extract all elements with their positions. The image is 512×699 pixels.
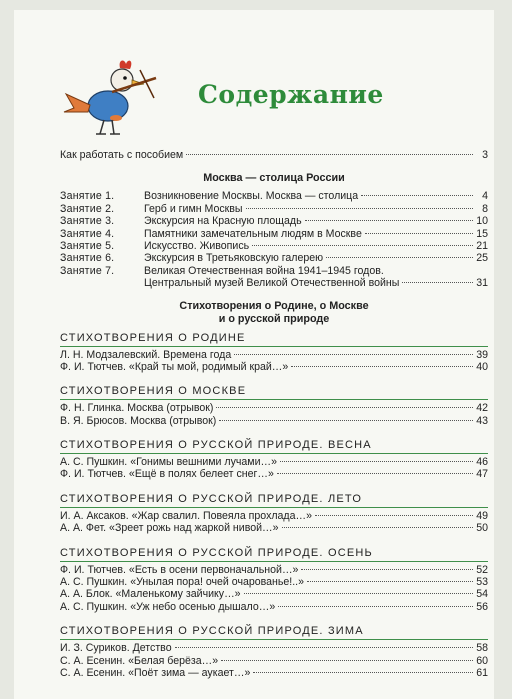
toc-page-number: 15 xyxy=(476,227,488,240)
toc-page-number: 58 xyxy=(476,642,488,655)
lesson-number: Занятие 6. xyxy=(60,252,115,265)
toc-poem-row xyxy=(60,402,488,414)
dot-leader xyxy=(253,672,473,673)
toc-poem-row xyxy=(60,456,488,468)
lesson-number: Занятие 4. xyxy=(60,227,115,240)
toc-page-number: 39 xyxy=(476,348,488,361)
toc-entry-text: Возникновение Москвы. Москва — столица xyxy=(144,190,359,203)
toc-page-number: 8 xyxy=(482,202,488,215)
toc-page-number: 10 xyxy=(476,215,488,228)
bird-violinist-illustration xyxy=(60,50,170,140)
toc-entry-text: А. А. Блок. «Маленькому зайчику…» xyxy=(60,588,241,601)
toc-entry-text: С. А. Есенин. «Белая берёза…» xyxy=(60,654,219,667)
dot-leader xyxy=(326,257,473,258)
toc-poem-row xyxy=(60,361,488,373)
toc-poem-row xyxy=(60,588,488,600)
lesson-number: Занятие 1. xyxy=(60,190,115,203)
lesson-number: Занятие 5. xyxy=(60,239,115,252)
toc-page-number: 61 xyxy=(476,666,488,679)
toc-lesson-row xyxy=(60,240,488,252)
toc-page-number: 25 xyxy=(476,252,488,265)
toc-lesson-row xyxy=(60,215,488,227)
toc-entry-text: Памятники замечательным людям в Москве xyxy=(144,227,362,240)
toc-poem-row xyxy=(60,415,488,427)
toc-page-number: 42 xyxy=(476,402,488,415)
toc-poem-row xyxy=(60,468,488,480)
dot-leader xyxy=(221,660,473,661)
toc-entry-text: Ф. Н. Глинка. Москва (отрывок) xyxy=(60,402,214,415)
toc-page-number: 21 xyxy=(476,239,488,252)
toc-page-number: 4 xyxy=(482,190,488,203)
dot-leader xyxy=(234,354,473,355)
dot-leader xyxy=(278,606,473,607)
toc-entry-text: А. С. Пушкин. «Унылая пора! очей очарованье!..» xyxy=(60,576,305,589)
toc-page-number: 40 xyxy=(476,360,488,373)
toc-entry-text: А. С. Пушкин. «Уж небо осенью дышало…» xyxy=(60,600,276,613)
toc-intro-row xyxy=(60,149,488,161)
toc-page-number: 54 xyxy=(476,588,488,601)
toc-entry-text: Экскурсия в Третьяковскую галерею xyxy=(144,252,324,265)
dot-leader xyxy=(305,220,473,221)
dot-leader xyxy=(291,366,473,367)
category-heading: СТИХОТВОРЕНИЯ О РУССКОЙ ПРИРОДЕ. ВЕСНА xyxy=(60,438,488,454)
toc-lesson-row xyxy=(60,277,488,289)
dot-leader xyxy=(365,233,473,234)
toc-page-number: 56 xyxy=(476,600,488,613)
category-heading: СТИХОТВОРЕНИЯ О МОСКВЕ xyxy=(60,384,488,400)
section-title: Стихотворения о Родине, о Москве xyxy=(179,299,369,312)
toc-page-number: 50 xyxy=(476,522,488,535)
category-heading: СТИХОТВОРЕНИЯ О РУССКОЙ ПРИРОДЕ. ЗИМА xyxy=(60,624,488,640)
dot-leader xyxy=(216,407,473,408)
dot-leader xyxy=(301,569,473,570)
lesson-number: Занятие 2. xyxy=(60,202,115,215)
toc-poem-row xyxy=(60,576,488,588)
dot-leader xyxy=(186,154,473,155)
category-heading: СТИХОТВОРЕНИЯ О РОДИНЕ xyxy=(60,331,488,347)
table-of-contents xyxy=(60,149,488,679)
toc-page-number: 3 xyxy=(482,149,488,161)
toc-entry-text: Л. Н. Модзалевский. Времена года xyxy=(60,348,232,361)
toc-entry-text: А. А. Фет. «Зреет рожь над жаркой нивой…» xyxy=(60,522,279,535)
dot-leader xyxy=(361,195,473,196)
toc-page-number: 53 xyxy=(476,576,488,589)
dot-leader xyxy=(315,515,473,516)
toc-entry-text: Ф. И. Тютчев. «Край ты мой, родимый край…» xyxy=(60,360,289,373)
toc-poem-row xyxy=(60,601,488,613)
dot-leader xyxy=(252,245,473,246)
dot-leader xyxy=(282,527,473,528)
lesson-number: Занятие 3. xyxy=(60,215,115,228)
toc-page-number: 49 xyxy=(476,509,488,522)
toc-entry-text: И. З. Суриков. Детство xyxy=(60,642,172,655)
toc-poem-row xyxy=(60,522,488,534)
toc-lesson-row xyxy=(60,252,488,264)
toc-entry-text: В. Я. Брюсов. Москва (отрывок) xyxy=(60,414,217,427)
toc-page-number: 46 xyxy=(476,456,488,469)
toc-entry-text: Как работать с пособием xyxy=(60,149,184,161)
toc-entry-text: И. А. Аксаков. «Жар свалил. Повеяла прохлада…» xyxy=(60,509,312,522)
toc-poem-row xyxy=(60,667,488,679)
toc-poem-row xyxy=(60,510,488,522)
dot-leader xyxy=(307,581,473,582)
category-heading: СТИХОТВОРЕНИЯ О РУССКОЙ ПРИРОДЕ. ЛЕТО xyxy=(60,492,488,508)
toc-entry-text: Великая Отечественная война 1941–1945 годов. xyxy=(144,264,384,277)
toc-lesson-row xyxy=(60,228,488,240)
toc-poem-row xyxy=(60,655,488,667)
page-title: Содержание xyxy=(198,80,384,109)
toc-entry-text: Центральный музей Великой Отечественной войны xyxy=(144,277,400,290)
toc-entry-text: Экскурсия на Красную площадь xyxy=(144,215,302,228)
toc-lesson-row xyxy=(60,265,488,277)
dot-leader xyxy=(402,282,473,283)
toc-lesson-row xyxy=(60,190,488,202)
toc-entry-text: Ф. И. Тютчев. «Есть в осени первоначальной…» xyxy=(60,563,299,576)
dot-leader xyxy=(277,473,473,474)
toc-entry-text: А. С. Пушкин. «Гонимы вешними лучами…» xyxy=(60,456,277,469)
toc-entry-text: С. А. Есенин. «Поёт зима — аукает…» xyxy=(60,666,251,679)
toc-page-number: 47 xyxy=(476,468,488,481)
section-title: Москва — столица России xyxy=(203,172,345,185)
toc-page-number: 60 xyxy=(476,654,488,667)
toc-poem-row xyxy=(60,564,488,576)
section-title-line2: и о русской природе xyxy=(218,312,330,325)
toc-entry-text: Искусство. Живопись xyxy=(144,239,250,252)
category-heading: СТИХОТВОРЕНИЯ О РУССКОЙ ПРИРОДЕ. ОСЕНЬ xyxy=(60,546,488,562)
toc-page-number: 52 xyxy=(476,563,488,576)
toc-poem-row xyxy=(60,349,488,361)
dot-leader xyxy=(280,461,473,462)
toc-entry-text: Герб и гимн Москвы xyxy=(144,202,243,215)
dot-leader xyxy=(175,647,473,648)
toc-entry-text: Ф. И. Тютчев. «Ещё в полях белеет снег…» xyxy=(60,468,274,481)
lesson-number: Занятие 7. xyxy=(60,264,115,277)
toc-poem-row xyxy=(60,642,488,654)
toc-page-number: 43 xyxy=(476,414,488,427)
toc-lesson-row xyxy=(60,203,488,215)
toc-page-number: 31 xyxy=(476,277,488,290)
dot-leader xyxy=(244,593,473,594)
dot-leader xyxy=(246,208,473,209)
dot-leader xyxy=(219,420,473,421)
